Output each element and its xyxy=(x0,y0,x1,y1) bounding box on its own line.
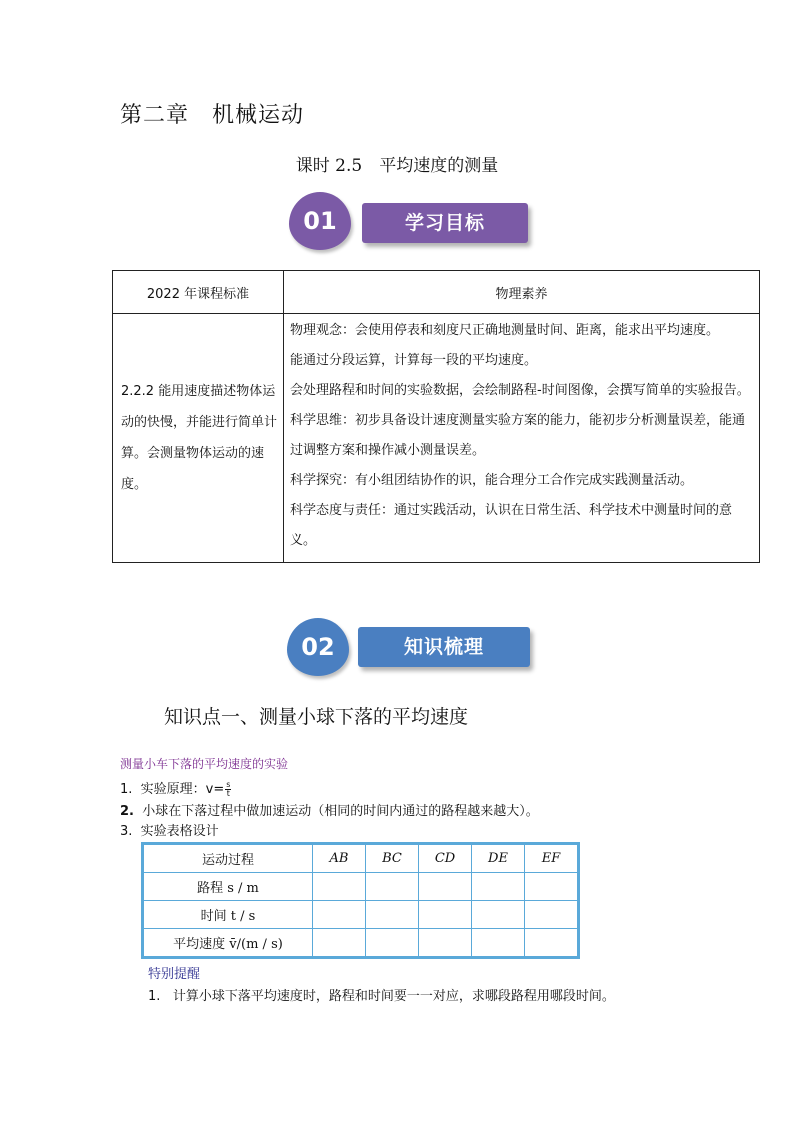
list-number: 3. xyxy=(120,824,133,839)
literacy-line: 科学探究：有小组团结协作的识，能合理分工合作完成实践测量活动。 xyxy=(290,473,694,488)
literacy-cell xyxy=(284,314,760,563)
literacy-line: 会处理路程和时间的实验数据，会绘制路程-时间图像，会撰写简单的实验报告。 xyxy=(290,383,750,398)
section-title-banner: 学习目标 xyxy=(362,203,528,243)
table-row xyxy=(113,314,760,563)
table-cell[interactable] xyxy=(472,929,525,957)
table-cell[interactable] xyxy=(313,901,366,929)
table-cell[interactable] xyxy=(366,929,419,957)
lesson-title: 课时 2.5 平均速度的测量 xyxy=(295,156,499,176)
motion-note-line xyxy=(120,800,539,819)
experiment-title: 测量小车下落的平均速度的实验 xyxy=(120,757,289,771)
table-header-cell: 运动过程 xyxy=(144,845,313,873)
table-cell[interactable] xyxy=(366,873,419,901)
table-header-row xyxy=(144,845,578,873)
table-cell[interactable] xyxy=(313,873,366,901)
table-header-cell: EF xyxy=(525,845,578,873)
fraction-numerator: s xyxy=(226,780,231,789)
section-number-badge: 01 xyxy=(289,192,351,250)
table-design-label: 实验表格设计 xyxy=(140,824,219,839)
table-header-cell: BC xyxy=(366,845,419,873)
table-cell[interactable] xyxy=(472,873,525,901)
table-header-cell: DE xyxy=(472,845,525,873)
row-label: 路程 s / m xyxy=(144,873,313,901)
section-number-badge: 02 xyxy=(287,618,349,676)
literacy-line: 能通过分段运算，计算每一段的平均速度。 xyxy=(290,353,538,368)
table-cell[interactable] xyxy=(525,901,578,929)
standards-table xyxy=(112,270,760,563)
table-cell[interactable] xyxy=(419,929,472,957)
table-design-line xyxy=(120,820,219,839)
literacy-line: 物理观念：会使用停表和刻度尺正确地测量时间、距离，能求出平均速度。 xyxy=(290,323,720,338)
tips-item xyxy=(148,985,615,1004)
tips-text: 计算小球下落平均速度时，路程和时间要一一对应，求哪段路程用哪段时间。 xyxy=(172,989,615,1004)
table-header-cell: CD xyxy=(419,845,472,873)
list-number: 2. xyxy=(120,804,134,819)
table-cell[interactable] xyxy=(525,929,578,957)
literacy-line: 科学思维：初步具备设计速度测量实验方案的能力，能初步分析测量误差，能通过调整方案和操作减小测量误差。 xyxy=(290,413,746,458)
table-cell[interactable] xyxy=(472,901,525,929)
principle-label: 实验原理：v= xyxy=(140,782,225,797)
table-header-row xyxy=(113,271,760,314)
experiment-table-frame xyxy=(141,842,580,959)
motion-note: 小球在下落过程中做加速运动（相同的时间内通过的路程越来越大）。 xyxy=(142,804,539,819)
velocity-fraction xyxy=(225,781,231,798)
section-title-banner: 知识梳理 xyxy=(358,627,530,667)
standard-text: 2.2.2 能用速度描述物体运动的快慢，并能进行简单计算。会测量物体运动的速度。 xyxy=(113,314,284,563)
table-cell[interactable] xyxy=(419,901,472,929)
tips-title: 特别提醒 xyxy=(148,967,201,982)
table-cell[interactable] xyxy=(313,929,366,957)
knowledge-point-title: 知识点一、测量小球下落的平均速度 xyxy=(164,706,469,728)
literacy-line: 科学态度与责任：通过实践活动，认识在日常生活、科学技术中测量时间的意义。 xyxy=(290,503,733,548)
table-header-cell: AB xyxy=(313,845,366,873)
chapter-title: 第二章 机械运动 xyxy=(120,103,305,128)
list-number: 1. xyxy=(120,782,133,797)
principle-line xyxy=(120,778,231,798)
table-cell[interactable] xyxy=(419,873,472,901)
header-standard: 2022 年课程标准 xyxy=(113,271,284,314)
row-label: 时间 t / s xyxy=(144,901,313,929)
table-row xyxy=(144,929,578,957)
table-row xyxy=(144,901,578,929)
experiment-table xyxy=(143,844,578,957)
table-cell[interactable] xyxy=(366,901,419,929)
table-cell[interactable] xyxy=(525,873,578,901)
header-literacy: 物理素养 xyxy=(284,271,760,314)
row-label: 平均速度 v̄/(m / s) xyxy=(144,929,313,957)
table-row xyxy=(144,873,578,901)
fraction-denominator: t xyxy=(226,789,230,798)
list-number: 1. xyxy=(148,989,161,1004)
